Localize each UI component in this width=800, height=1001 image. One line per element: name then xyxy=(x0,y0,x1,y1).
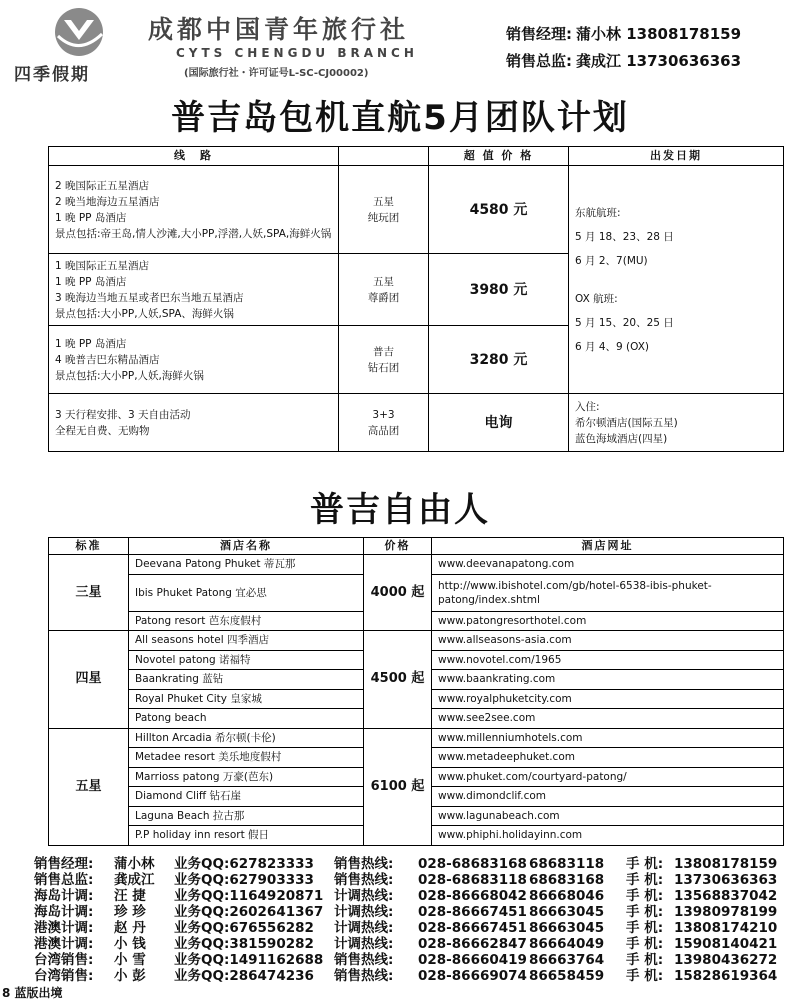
contact-hotline-label: 销售热线: xyxy=(334,872,394,888)
hotel-name: Hillton Arcadia 希尔顿(卡伦) xyxy=(129,728,364,748)
company-name-en: CYTS CHENGDU BRANCH xyxy=(176,46,418,60)
contact-tel: 028-86662847 xyxy=(418,936,527,952)
contact-hotline-label: 计调热线: xyxy=(334,920,394,936)
route-line: 2 晚当地海边五星酒店 xyxy=(55,195,160,208)
tour-row xyxy=(49,166,784,254)
route-cell xyxy=(49,394,339,452)
contact-name: 小 彭 xyxy=(114,968,146,984)
route-line: 景点包括:大小PP,人妖,海鲜火锅 xyxy=(55,369,204,382)
hotel-url[interactable]: www.patongresorthotel.com xyxy=(432,611,784,631)
logo-text: 四季假期 xyxy=(14,65,90,85)
header-route: 线 路 xyxy=(49,147,339,166)
director-phone: 13730636363 xyxy=(626,52,742,70)
contact-role: 台湾销售: xyxy=(34,952,94,968)
stay-cell xyxy=(569,394,784,452)
tour-price: 电询 xyxy=(429,394,569,452)
contact-tel-alt: 86658459 xyxy=(529,968,605,984)
contact-mobile: 15828619364 xyxy=(674,968,778,984)
tour-type: 纯玩团 xyxy=(367,211,400,224)
contact-mobile: 13980978199 xyxy=(674,904,778,920)
director-name: 龚成江 xyxy=(576,52,622,70)
route-line: 1 晚 PP 岛酒店 xyxy=(55,337,127,350)
contact-role: 海岛计调: xyxy=(34,888,94,904)
route-line: 2 晚国际正五星酒店 xyxy=(55,179,150,192)
tour-price: 3980 元 xyxy=(429,254,569,326)
tour-type-cell xyxy=(339,254,429,326)
hotel-standard: 三星 xyxy=(49,555,129,631)
contact-tel-alt: 86668046 xyxy=(529,888,605,904)
manager-name: 蒲小林 xyxy=(576,25,622,43)
contact-row xyxy=(34,872,794,888)
hotel-price: 6100 起 xyxy=(364,728,432,845)
hotel-name: All seasons hotel 四季酒店 xyxy=(129,631,364,651)
contact-role: 港澳计调: xyxy=(34,920,94,936)
page-footer: 8 蓝版出境 xyxy=(2,986,63,1000)
route-line: 4 晚普吉巴东精品酒店 xyxy=(55,353,160,366)
contact-row xyxy=(34,968,794,984)
contact-mobile-label: 手 机: xyxy=(626,872,664,888)
hotel-url[interactable]: www.phuket.com/courtyard-patong/ xyxy=(432,767,784,787)
contact-name: 龚成江 xyxy=(114,872,155,888)
departure-line: OX 航班: xyxy=(575,292,618,305)
tour-type-cell xyxy=(339,326,429,394)
contact-mobile: 15908140421 xyxy=(674,936,778,952)
header-price: 超 值 价 格 xyxy=(429,147,569,166)
tour-type-cell xyxy=(339,394,429,452)
contact-qq: 业务QQ:381590282 xyxy=(174,936,314,952)
hotel-table-header xyxy=(49,538,784,555)
contact-mobile: 13568837042 xyxy=(674,888,778,904)
contact-mobile-label: 手 机: xyxy=(626,952,664,968)
contact-mobile-label: 手 机: xyxy=(626,904,664,920)
contact-tel-alt: 86664049 xyxy=(529,936,605,952)
sales-director-contact xyxy=(506,50,741,71)
contact-mobile: 13980436272 xyxy=(674,952,778,968)
contact-tel: 028-86668042 xyxy=(418,888,527,904)
contact-qq: 业务QQ:2602641367 xyxy=(174,904,324,920)
hotel-table xyxy=(48,537,784,846)
route-line: 1 晚 PP 岛酒店 xyxy=(55,275,127,288)
contact-name: 珍 珍 xyxy=(114,904,146,920)
route-line: 3 晚海边当地五星或者巴东当地五星酒店 xyxy=(55,291,244,304)
contact-tel-alt: 86663045 xyxy=(529,904,605,920)
contact-role: 港澳计调: xyxy=(34,936,94,952)
departure-line: 5 月 18、23、28 日 xyxy=(575,230,674,243)
hotel-name: Royal Phuket City 皇家城 xyxy=(129,689,364,709)
hotel-url[interactable]: www.metadeephuket.com xyxy=(432,748,784,768)
hotel-name: Deevana Patong Phuket 蒂瓦那 xyxy=(129,555,364,575)
hotel-price: 4500 起 xyxy=(364,631,432,729)
departure-line: 6 月 2、7(MU) xyxy=(575,254,648,267)
contact-tel: 028-86667451 xyxy=(418,904,527,920)
hotel-url[interactable]: www.lagunabeach.com xyxy=(432,806,784,826)
hotel-url[interactable]: www.dimondclif.com xyxy=(432,787,784,807)
contact-hotline-label: 销售热线: xyxy=(334,856,394,872)
license-number: (国际旅行社・许可证号L-SC-CJ00002) xyxy=(184,68,369,79)
tour-plan-title: 普吉岛包机直航5月团队计划 xyxy=(171,98,629,138)
tour-table-header xyxy=(49,147,784,166)
contact-qq: 业务QQ:676556282 xyxy=(174,920,314,936)
tour-price: 4580 元 xyxy=(429,166,569,254)
contact-name: 小 雪 xyxy=(114,952,146,968)
director-role: 销售总监: xyxy=(506,52,572,70)
contact-tel-alt: 86663764 xyxy=(529,952,605,968)
contact-list xyxy=(34,856,794,984)
tour-plan-table xyxy=(48,146,784,452)
contact-qq: 业务QQ:627823333 xyxy=(174,856,314,872)
route-line: 全程无自费、无购物 xyxy=(55,424,150,437)
contact-mobile-label: 手 机: xyxy=(626,888,664,904)
contact-mobile-label: 手 机: xyxy=(626,856,664,872)
tour-row xyxy=(49,394,784,452)
route-line: 3 天行程安排、3 天自由活动 xyxy=(55,408,191,421)
contact-row xyxy=(34,888,794,904)
manager-role: 销售经理: xyxy=(506,25,572,43)
contact-hotline-label: 销售热线: xyxy=(334,952,394,968)
hotel-name: Patong beach xyxy=(129,709,364,729)
tour-type-cell xyxy=(339,166,429,254)
contact-hotline-label: 计调热线: xyxy=(334,904,394,920)
departure-cell xyxy=(569,166,784,394)
contact-row xyxy=(34,952,794,968)
contact-tel-alt: 68683118 xyxy=(529,856,605,872)
hotel-name: Patong resort 芭东度假村 xyxy=(129,611,364,631)
stay-line: 希尔顿酒店(国际五星) xyxy=(575,416,678,429)
tour-grade: 五星 xyxy=(373,195,394,208)
contact-qq: 业务QQ:627903333 xyxy=(174,872,314,888)
hotel-name: Metadee resort 美乐地度假村 xyxy=(129,748,364,768)
hotel-standard: 四星 xyxy=(49,631,129,729)
route-line: 景点包括:大小PP,人妖,SPA、海鲜火锅 xyxy=(55,307,234,320)
tour-grade: 五星 xyxy=(373,275,394,288)
contact-role: 销售总监: xyxy=(34,872,94,888)
departure-line: 东航航班: xyxy=(575,206,621,219)
hotel-name: Laguna Beach 拉古那 xyxy=(129,806,364,826)
contact-name: 小 钱 xyxy=(114,936,146,952)
header-standard: 标准 xyxy=(49,538,129,555)
tour-type: 高品团 xyxy=(367,424,400,437)
company-name-cn: 成都中国青年旅行社 xyxy=(148,15,410,44)
contact-tel: 028-86669074 xyxy=(418,968,527,984)
contact-row xyxy=(34,856,794,872)
hotel-price: 4000 起 xyxy=(364,555,432,631)
contact-tel: 028-68683168 xyxy=(418,856,527,872)
hotel-url[interactable]: www.royalphuketcity.com xyxy=(432,689,784,709)
route-line: 1 晚 PP 岛酒店 xyxy=(55,211,127,224)
contact-hotline-label: 计调热线: xyxy=(334,888,394,904)
route-line: 1 晚国际正五星酒店 xyxy=(55,259,150,272)
hotel-url[interactable]: www.baankrating.com xyxy=(432,670,784,690)
header xyxy=(0,0,800,86)
contact-hotline-label: 销售热线: xyxy=(334,968,394,984)
contact-mobile: 13730636363 xyxy=(674,872,778,888)
contact-tel-alt: 86663045 xyxy=(529,920,605,936)
route-cell xyxy=(49,166,339,254)
hotel-name: P.P holiday inn resort 假日 xyxy=(129,826,364,846)
contact-tel: 028-68683118 xyxy=(418,872,527,888)
contact-name: 蒲小林 xyxy=(114,856,155,872)
contact-tel: 028-86667451 xyxy=(418,920,527,936)
contact-row xyxy=(34,920,794,936)
hotel-url[interactable]: www.novotel.com/1965 xyxy=(432,650,784,670)
header-departure: 出发日期 xyxy=(569,147,784,166)
hotel-row xyxy=(49,555,784,575)
tour-price: 3280 元 xyxy=(429,326,569,394)
hotel-name: Ibis Phuket Patong 宜必思 xyxy=(129,574,364,611)
contact-name: 汪 捷 xyxy=(114,888,146,904)
contact-name: 赵 丹 xyxy=(114,920,146,936)
contact-mobile-label: 手 机: xyxy=(626,920,664,936)
contact-mobile-label: 手 机: xyxy=(626,936,664,952)
contact-qq: 业务QQ:1164920871 xyxy=(174,888,324,904)
hotel-name: Marrioss patong 万豪(芭东) xyxy=(129,767,364,787)
contact-role: 销售经理: xyxy=(34,856,94,872)
contact-tel: 028-86660419 xyxy=(418,952,527,968)
hotel-url[interactable]: www.phiphi.holidayinn.com xyxy=(432,826,784,846)
hotel-url[interactable]: www.see2see.com xyxy=(432,709,784,729)
hotel-url[interactable]: www.allseasons-asia.com xyxy=(432,631,784,651)
header-type xyxy=(339,147,429,166)
route-line: 景点包括:帝王岛,情人沙滩,大小PP,浮潜,人妖,SPA,海鲜火锅 xyxy=(55,227,332,240)
contact-role: 海岛计调: xyxy=(34,904,94,920)
contact-row xyxy=(34,904,794,920)
free-travel-title: 普吉自由人 xyxy=(310,490,490,530)
hotel-name: Baankrating 蓝钻 xyxy=(129,670,364,690)
route-cell xyxy=(49,326,339,394)
hotel-url[interactable]: www.millenniumhotels.com xyxy=(432,728,784,748)
header-hotel-url: 酒店网址 xyxy=(432,538,784,555)
contact-hotline-label: 计调热线: xyxy=(334,936,394,952)
contact-qq: 业务QQ:1491162688 xyxy=(174,952,324,968)
departure-line: 6 月 4、9 (OX) xyxy=(575,340,650,353)
route-cell xyxy=(49,254,339,326)
tour-grade: 普吉 xyxy=(373,345,394,358)
contact-mobile: 13808174210 xyxy=(674,920,778,936)
contact-tel-alt: 68683168 xyxy=(529,872,605,888)
contact-qq: 业务QQ:286474236 xyxy=(174,968,314,984)
header-hotel-price: 价格 xyxy=(364,538,432,555)
sales-manager-contact xyxy=(506,23,741,44)
hotel-row xyxy=(49,728,784,748)
stay-line: 入住: xyxy=(575,400,600,413)
contact-row xyxy=(34,936,794,952)
contact-mobile-label: 手 机: xyxy=(626,968,664,984)
tour-grade: 3+3 xyxy=(372,408,395,421)
contact-mobile: 13808178159 xyxy=(674,856,778,872)
hotel-name: Diamond Cliff 钻石崖 xyxy=(129,787,364,807)
tour-type: 尊爵团 xyxy=(367,291,400,304)
hotel-url[interactable]: www.deevanapatong.com xyxy=(432,555,784,575)
tour-type: 钻石团 xyxy=(367,361,400,374)
hotel-name: Novotel patong 诺福特 xyxy=(129,650,364,670)
hotel-standard: 五星 xyxy=(49,728,129,845)
contact-role: 台湾销售: xyxy=(34,968,94,984)
header-hotel-name: 酒店名称 xyxy=(129,538,364,555)
departure-line: 5 月 15、20、25 日 xyxy=(575,316,674,329)
stay-line: 蓝色海域酒店(四星) xyxy=(575,432,668,445)
hotel-url[interactable]: http://www.ibishotel.com/gb/hotel-6538-ibis-phuket-patong/index.shtml xyxy=(432,574,784,611)
company-logo xyxy=(8,6,138,84)
hotel-row xyxy=(49,631,784,651)
logo-mark-icon xyxy=(44,6,114,58)
manager-phone: 13808178159 xyxy=(626,25,742,43)
